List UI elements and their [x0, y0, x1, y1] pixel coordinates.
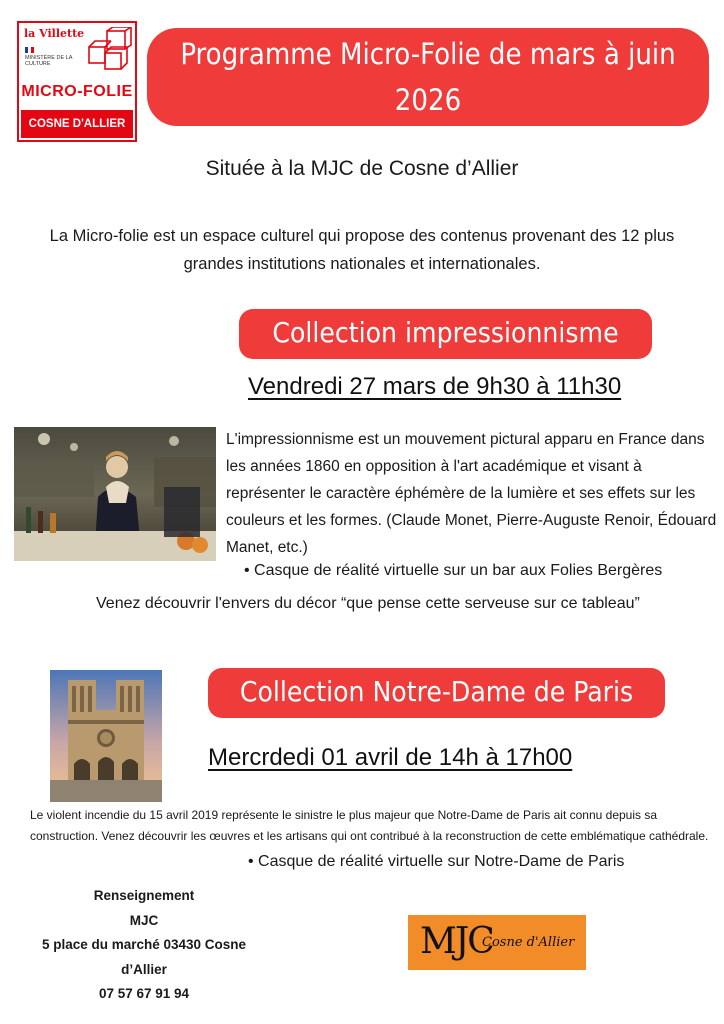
manet-bar-folies-bergere-image	[14, 427, 216, 561]
ministere-text: MINISTÈRE DE LA CULTURE	[25, 55, 73, 67]
notre-dame-bullet-text: Casque de réalité virtuelle sur Notre-Dame de Paris	[258, 853, 625, 870]
impressionnisme-bullet-text: Casque de réalité virtuelle sur un bar aux Folies Bergères	[254, 562, 663, 579]
notre-dame-date: Mercrdedi 01 avril de 14h à 17h00	[208, 744, 573, 771]
bullet-icon: •	[244, 562, 255, 579]
page-title: Programme Micro-Folie de mars à juin 2026	[147, 28, 709, 126]
french-flag-icon	[25, 47, 34, 53]
mjc-logo-letters: MJC	[420, 921, 493, 962]
impressionnisme-invite: Venez découvrir l'envers du décor “que pense cette serveuse sur ce tableau”	[96, 595, 640, 612]
contact-org: MJC	[129, 912, 159, 928]
micro-folie-logo	[17, 21, 137, 142]
mjc-logo	[408, 915, 586, 970]
la-villette-logo-text: la Villette	[24, 27, 85, 40]
contact-heading: Renseignement	[93, 888, 195, 903]
cosne-band: COSNE D'ALLIER	[21, 110, 133, 138]
impressionnisme-bullet	[244, 562, 662, 580]
notre-dame-description: Le violent incendie du 15 avril 2019 représente le sinistre le plus majeur que Notre-Dame de Paris ait connu depuis sa construction. Venez découvrir les œuvres et les artisans qui ont contribué à la reconstruction de cette emblématique cathédrale.	[30, 808, 709, 843]
intro-paragraph: La Micro-folie est un espace culturel qui propose des contenus provenant des 12 plus grandes institutions nationales et internationales.	[49, 227, 675, 273]
micro-folie-wordmark: MICRO-FOLIE	[21, 83, 133, 100]
location-subtitle: Située à la MJC de Cosne d’Allier	[205, 157, 519, 180]
contact-block	[18, 884, 270, 1007]
contact-phone: 07 57 67 91 94	[98, 986, 190, 1001]
contact-address: 5 place du marché 03430 Cosne d’Allier	[41, 937, 247, 977]
mjc-logo-subtitle: Cosne d'Allier	[482, 935, 575, 950]
impressionnisme-date: Vendredi 27 mars de 9h30 à 11h30	[248, 373, 622, 400]
cubes-icon	[87, 27, 133, 73]
notre-dame-heading: Collection Notre-Dame de Paris	[208, 668, 665, 718]
impressionnisme-description: L'impressionnisme est un mouvement pictural apparu en France dans les années 1860 en opposition à l'art académique et visant à représenter le caractère éphémère de la lumière et ses effets sur les couleurs et les formes. (Claude Monet, Pierre-Auguste Renoir, Édouard Manet, etc.)	[226, 431, 717, 556]
notre-dame-image	[50, 670, 162, 802]
bullet-icon: •	[248, 853, 259, 870]
impressionnisme-heading: Collection impressionnisme	[239, 309, 652, 359]
notre-dame-bullet	[248, 853, 624, 871]
